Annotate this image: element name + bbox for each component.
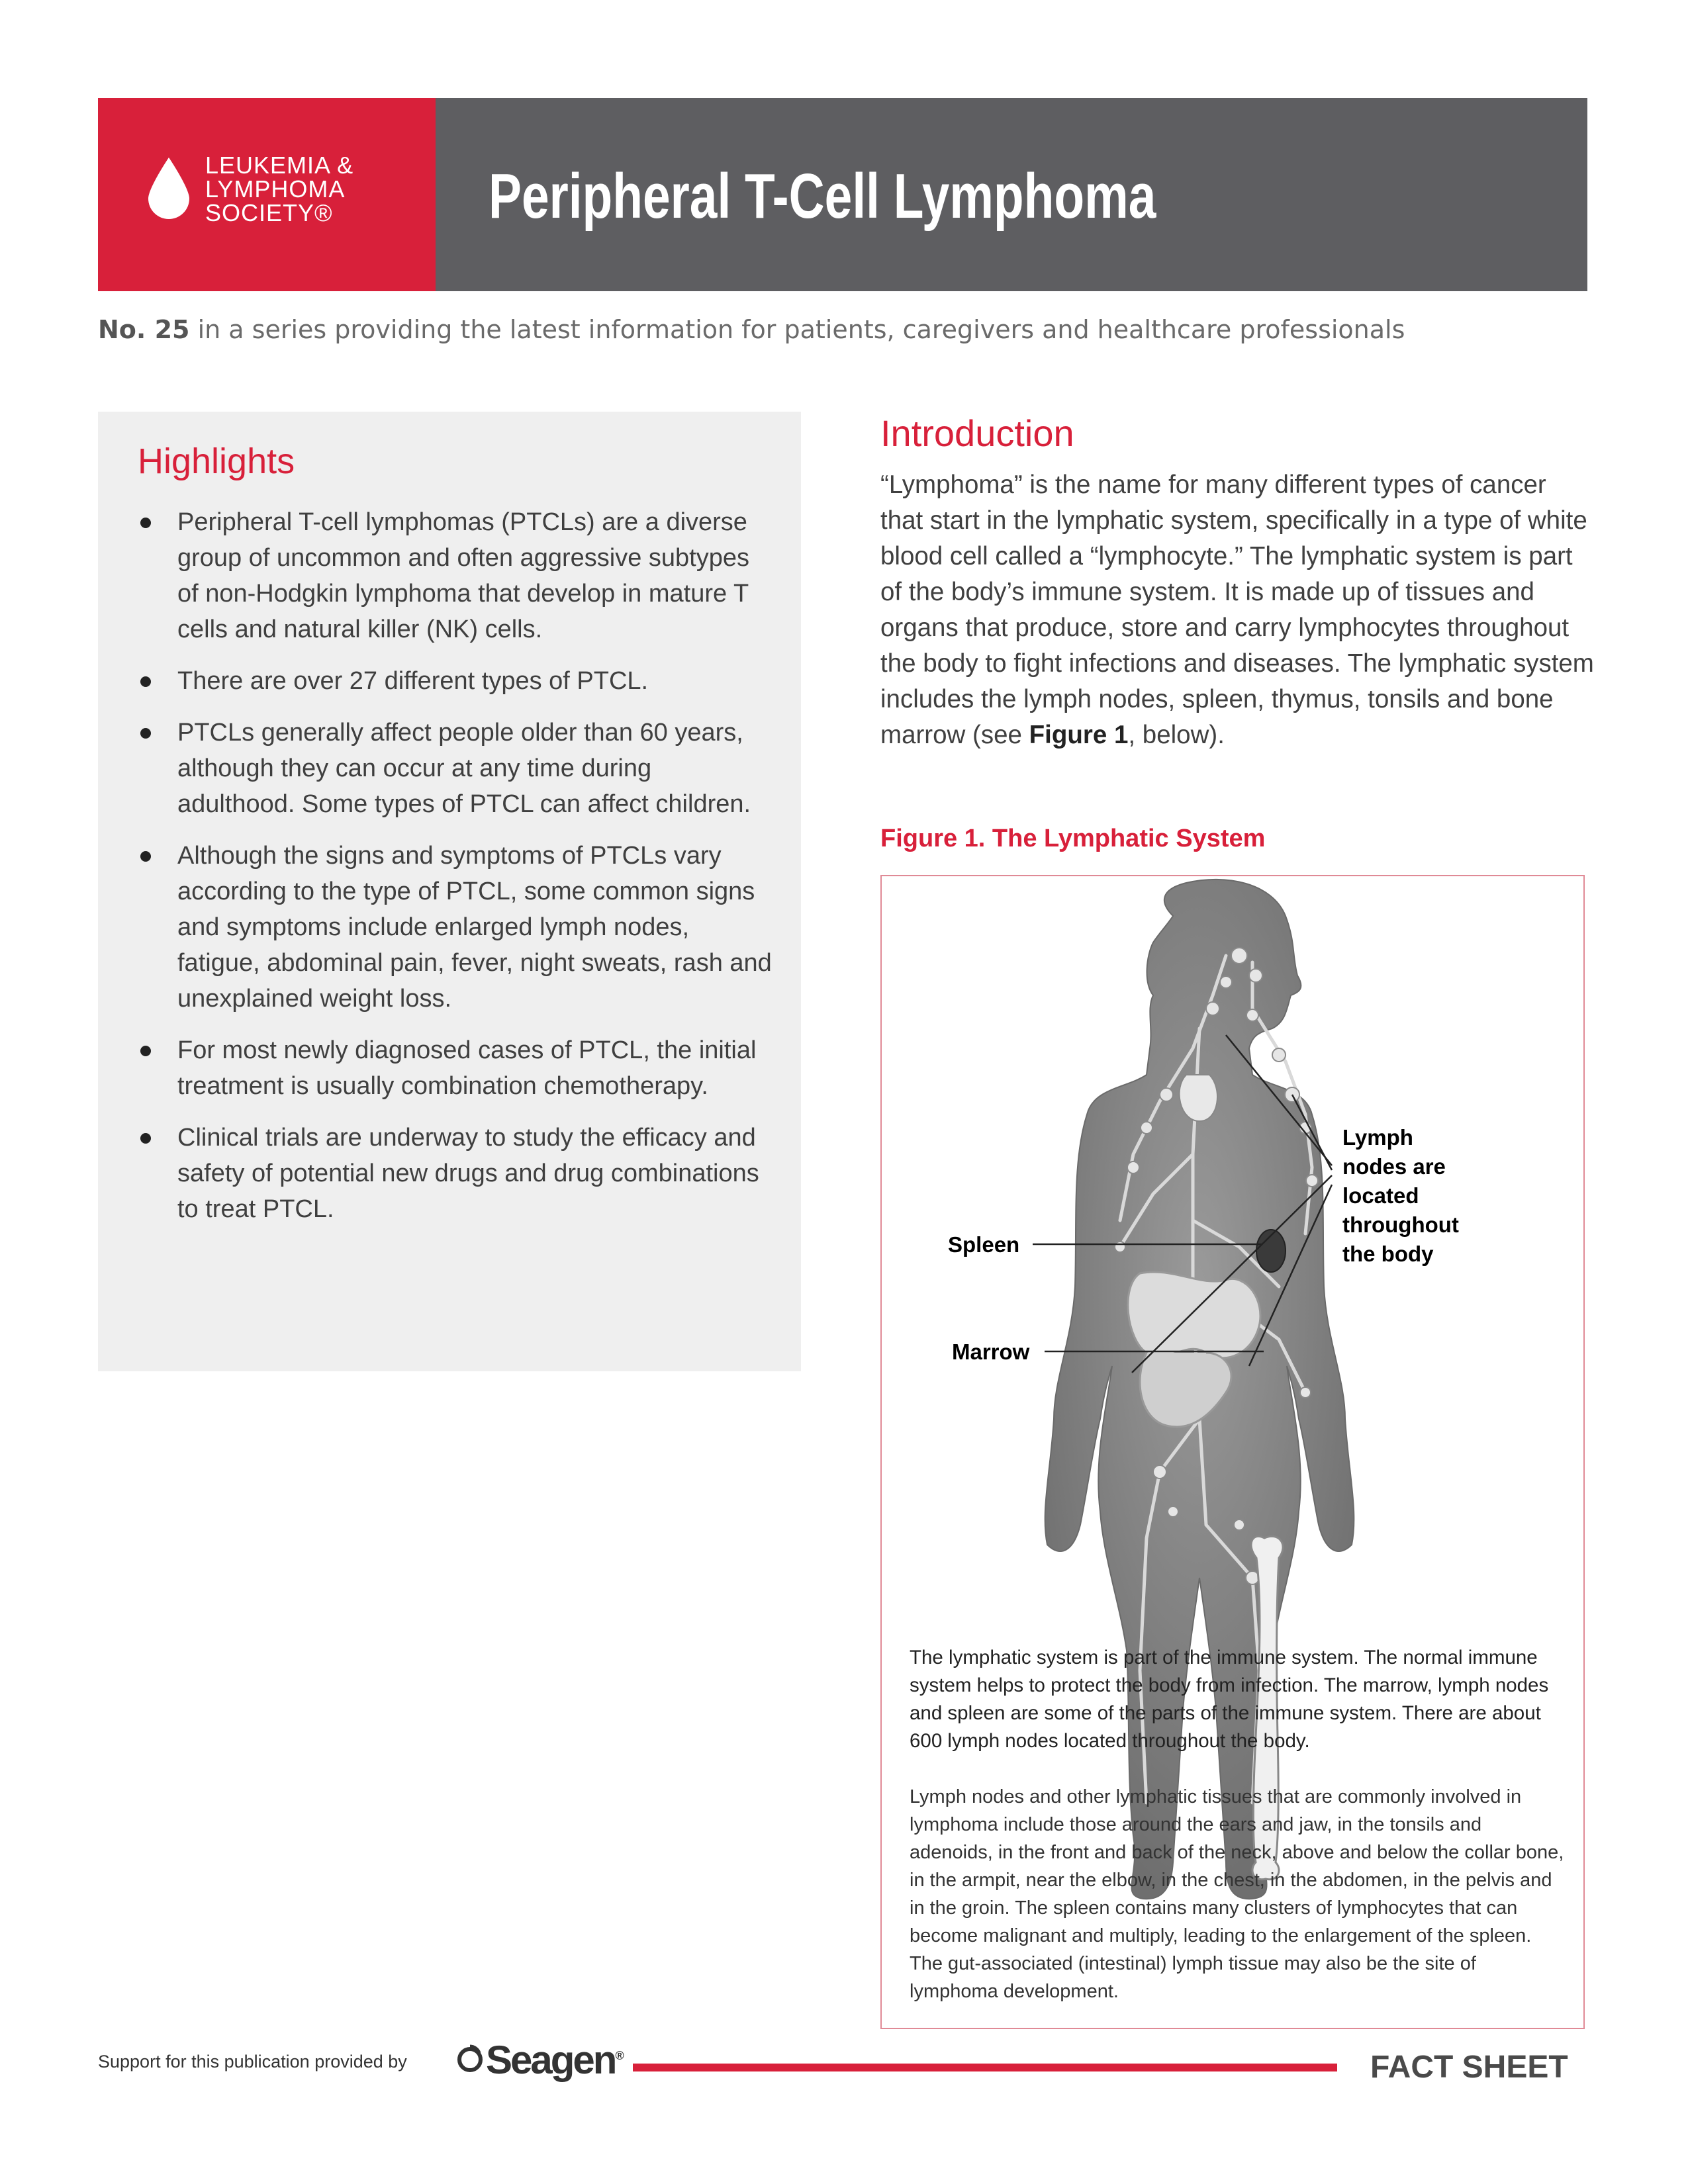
sponsor-name: Seagen [486,2038,616,2082]
title-banner [436,98,1587,291]
figure-title: Figure 1. The Lymphatic System [880,825,1266,852]
lymph-label-line: nodes are [1342,1154,1446,1179]
sponsor-mark: ® [615,2049,624,2062]
figure-caption: The lymphatic system is part of the immune system. The normal immune system helps to protect the body from infection. The marrow, lymph nodes and spleen are some of the parts of the immune system. There are about 600 lymph nodes located throughout the body. [910,1647,1549,1752]
series-line [98,315,1405,344]
figure-reference: Figure 1 [1029,721,1129,749]
fact-sheet-label: FACT SHEET [1370,2050,1568,2085]
sponsor-logo [486,2037,624,2083]
series-number: No. 25 [98,315,190,344]
support-text: Support for this publication provided by [98,2052,407,2071]
highlights-panel [98,412,801,1371]
highlights-list [138,504,773,1243]
logo-text [205,154,353,225]
figure-description: Lymph nodes and other lymphatic tissues that are commonly involved in lymphoma include those around the ears and jaw, in the tonsils and adenoids, in the front and back of the neck, above and below the collar bone, in the armpit, near the elbow, in the chest, in the abdomen, in the pelvis and in the groin. The spleen contains many clusters of lymphocytes that can become malignant and multiply, leading to the enlargement of the spleen. The gut-associated (intestinal) lymph tissue may also be the site of lymphoma development. [910,1786,1564,2002]
highlight-item: For most newly diagnosed cases of PTCL, the initial treatment is usually combination chemotherapy. [138,1032,773,1104]
series-text: in a series providing the latest information for patients, caregivers and healthcare professionals [197,315,1405,344]
lymph-label-line: Lymph [1342,1125,1413,1150]
lymph-label-line: throughout [1342,1212,1459,1237]
highlight-item: PTCLs generally affect people older than 60 years, although they can occur at any time during adulthood. Some types of PTCL can affect children. [138,715,773,822]
lymph-label-line: located [1342,1183,1419,1208]
blood-drop-icon [146,156,192,220]
page-title: Peripheral T-Cell Lymphoma [489,161,1156,232]
introduction-title: Introduction [880,412,1074,454]
marrow-label: Marrow [952,1340,1030,1364]
spleen-label: Spleen [948,1232,1020,1257]
highlights-title: Highlights [138,441,295,481]
intro-text-end: , below). [1128,721,1225,749]
highlight-item: There are over 27 different types of PTCL. [138,663,773,699]
logo-line: LEUKEMIA & [205,152,354,179]
highlight-item: Clinical trials are underway to study the efficacy and safety of potential new drugs and drug combinations to treat PTCL. [138,1120,773,1227]
logo-line: LYMPHOMA [205,175,346,203]
highlight-item: Peripheral T-cell lymphomas (PTCLs) are a diverse group of uncommon and often aggressive subtypes of non-Hodgkin lymphoma that develop in mature T cells and natural killer (NK) cells. [138,504,773,647]
intro-text-start: “Lymphoma” is the name for many different types of cancer that start in the lymphatic system, specifically in a type of white blood cell called a “lymphocyte.” The lymphatic system is part of the body’s immune system. It is made up of tissues and organs that produce, store and carry lymphocytes throughout the body to fight infections and diseases. The lymphatic system includes the lymph nodes, spleen, thymus, tonsils and bone marrow (see [880,471,1594,749]
figure-panel [880,875,1585,2029]
seagen-logo-icon [455,2044,485,2073]
introduction-text [880,467,1595,753]
logo-line: SOCIETY® [205,199,333,226]
highlight-item: Although the signs and symptoms of PTCLs vary according to the type of PTCL, some common signs and symptoms include enlarged lymph nodes, fatigue, abdominal pain, fever, night sweats, rash and unexplained weight loss. [138,838,773,1017]
footer-divider [633,2064,1337,2071]
lls-logo [98,98,436,291]
lymph-label-line: the body [1342,1242,1434,1266]
